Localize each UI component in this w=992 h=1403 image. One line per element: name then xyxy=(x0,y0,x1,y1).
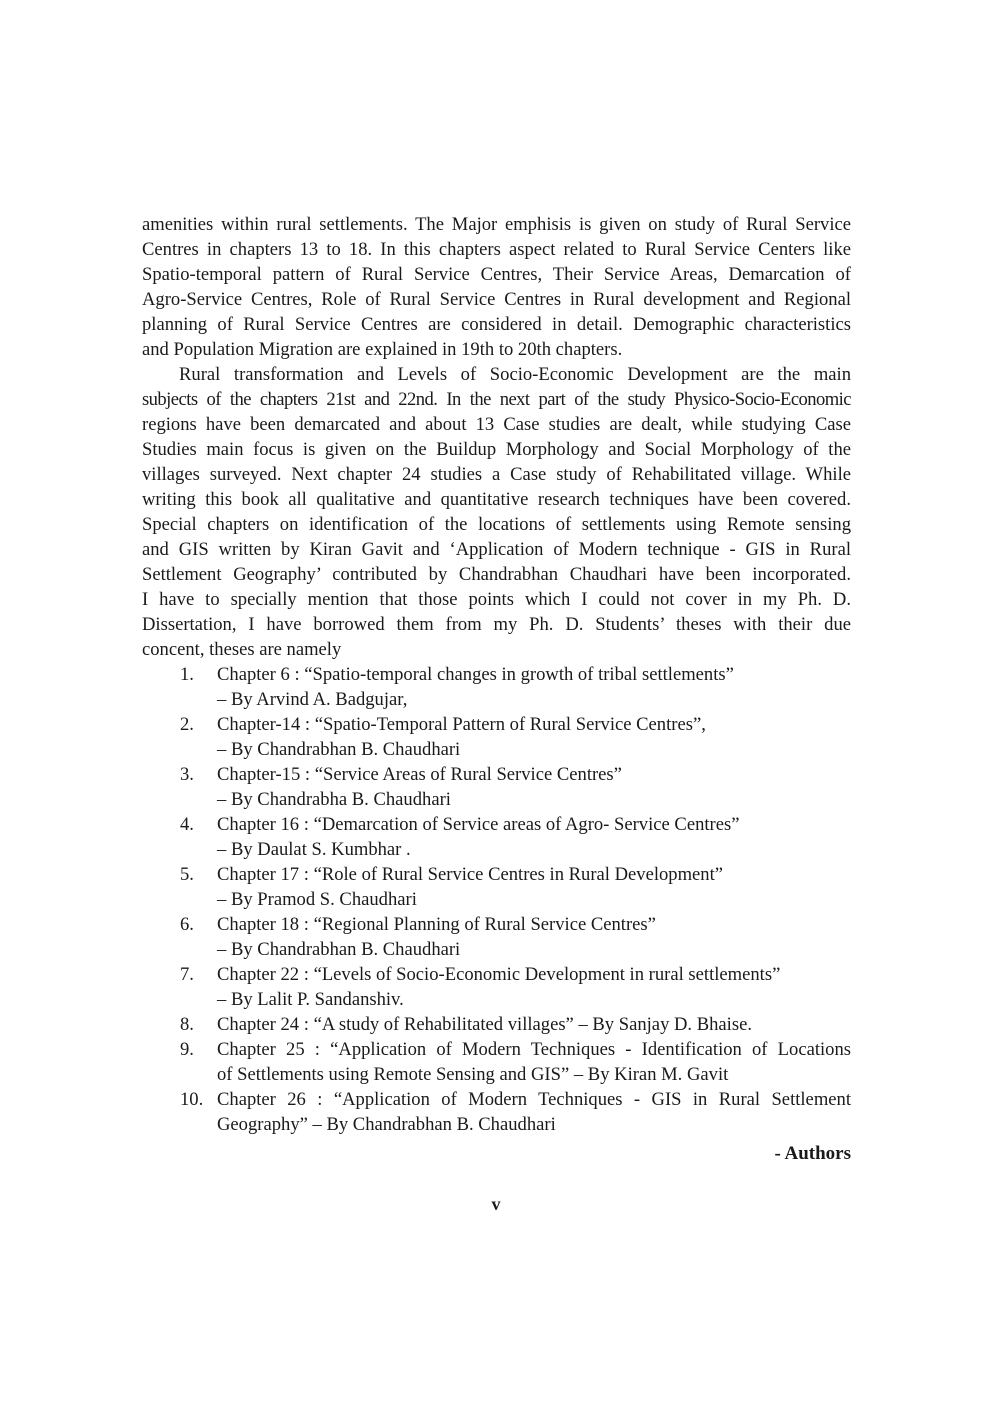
paragraph-2 xyxy=(142,362,851,662)
chapter-title: Chapter 25 : “Application of Modern Techniques - Identification of Locations xyxy=(217,1039,851,1060)
chapter-author: – By Daulat S. Kumbhar . xyxy=(217,839,411,860)
list-item xyxy=(142,662,851,712)
chapter-author: – By Lalit P. Sandanshiv. xyxy=(217,989,404,1010)
chapter-author: – By Arvind A. Badgujar, xyxy=(217,689,408,710)
text-line: Dissertation, I have borrowed them from my Ph. D. Students’ theses with their due xyxy=(142,614,851,635)
chapter-author: – By Chandrabhan B. Chaudhari xyxy=(217,739,461,760)
list-number: 10. xyxy=(180,1089,204,1110)
text-line: Studies main focus is given on the Buildup Morphology and Social Morphology of the xyxy=(142,439,851,460)
list-item xyxy=(142,1087,851,1137)
text-line: concent, theses are namely xyxy=(142,639,342,660)
chapter-title: Chapter 22 : “Levels of Socio-Economic Development in rural settlements” xyxy=(217,964,781,985)
document-page xyxy=(142,212,851,1166)
chapter-author: of Settlements using Remote Sensing and GIS” – By Kiran M. Gavit xyxy=(217,1064,729,1085)
chapter-title: Chapter 18 : “Regional Planning of Rural Service Centres” xyxy=(217,914,656,935)
text-line: I have to specially mention that those points which I could not cover in my Ph. D. xyxy=(142,589,851,610)
paragraph-1 xyxy=(142,212,851,362)
text-line: and GIS written by Kiran Gavit and ‘Application of Modern technique - GIS in Rural xyxy=(142,539,851,560)
list-item xyxy=(142,812,851,862)
page-number: v xyxy=(491,1194,501,1214)
text-line: villages surveyed. Next chapter 24 studies a Case study of Rehabilitated village. While xyxy=(142,464,851,485)
text-line: planning of Rural Service Centres are considered in detail. Demographic characteristics xyxy=(142,314,851,335)
list-number: 8. xyxy=(180,1014,194,1035)
chapter-title: Chapter-14 : “Spatio-Temporal Pattern of Rural Service Centres”, xyxy=(217,714,706,735)
list-number: 7. xyxy=(180,964,194,985)
chapter-contributors-list xyxy=(142,662,851,1137)
chapter-author: – By Chandrabha B. Chaudhari xyxy=(217,789,451,810)
signature: - Authors xyxy=(774,1143,851,1164)
chapter-title: Chapter 24 : “A study of Rehabilitated villages” – By Sanjay D. Bhaise. xyxy=(217,1014,752,1035)
list-item xyxy=(142,1037,851,1087)
text-line: Agro-Service Centres, Role of Rural Service Centres in Rural development and Regional xyxy=(142,289,851,310)
list-item xyxy=(142,762,851,812)
chapter-author: – By Chandrabhan B. Chaudhari xyxy=(217,939,461,960)
list-item xyxy=(142,912,851,962)
chapter-title: Chapter 17 : “Role of Rural Service Centres in Rural Development” xyxy=(217,864,724,885)
text-line: regions have been demarcated and about 13 Case studies are dealt, while studying Case xyxy=(142,414,851,435)
text-line: writing this book all qualitative and quantitative research techniques have been covered. xyxy=(142,489,851,510)
text-line: Rural transformation and Levels of Socio-Economic Development are the main xyxy=(179,364,851,385)
list-number: 9. xyxy=(180,1039,194,1060)
chapter-title: Chapter 26 : “Application of Modern Techniques - GIS in Rural Settlement xyxy=(217,1089,851,1110)
text-line: amenities within rural settlements. The Major emphisis is given on study of Rural Service xyxy=(142,214,851,235)
text-line: Settlement Geography’ contributed by Chandrabhan Chaudhari have been incorporated. xyxy=(142,564,851,585)
chapter-title: Chapter 6 : “Spatio-temporal changes in growth of tribal settlements” xyxy=(217,664,734,685)
text-line: and Population Migration are explained in 19th to 20th chapters. xyxy=(142,339,623,360)
chapter-author: – By Pramod S. Chaudhari xyxy=(217,889,417,910)
chapter-title: Chapter-15 : “Service Areas of Rural Service Centres” xyxy=(217,764,622,785)
list-number: 1. xyxy=(180,664,194,685)
chapter-title: Chapter 16 : “Demarcation of Service areas of Agro- Service Centres” xyxy=(217,814,740,835)
list-number: 2. xyxy=(180,714,194,735)
list-number: 5. xyxy=(180,864,194,885)
list-number: 3. xyxy=(180,764,194,785)
list-item xyxy=(142,712,851,762)
text-line: Spatio-temporal pattern of Rural Service Centres, Their Service Areas, Demarcation of xyxy=(142,264,851,285)
chapter-author: Geography” – By Chandrabhan B. Chaudhari xyxy=(217,1114,556,1135)
text-line: Centres in chapters 13 to 18. In this chapters aspect related to Rural Service Centers like xyxy=(142,239,851,260)
list-number: 6. xyxy=(180,914,194,935)
list-item xyxy=(142,862,851,912)
text-line: subjects of the chapters 21st and 22nd. In the next part of the study Physico-Socio-Economic xyxy=(142,389,851,410)
list-item xyxy=(142,962,851,1012)
list-number: 4. xyxy=(180,814,194,835)
list-item xyxy=(142,1012,851,1037)
text-line: Special chapters on identification of the locations of settlements using Remote sensing xyxy=(142,514,851,535)
